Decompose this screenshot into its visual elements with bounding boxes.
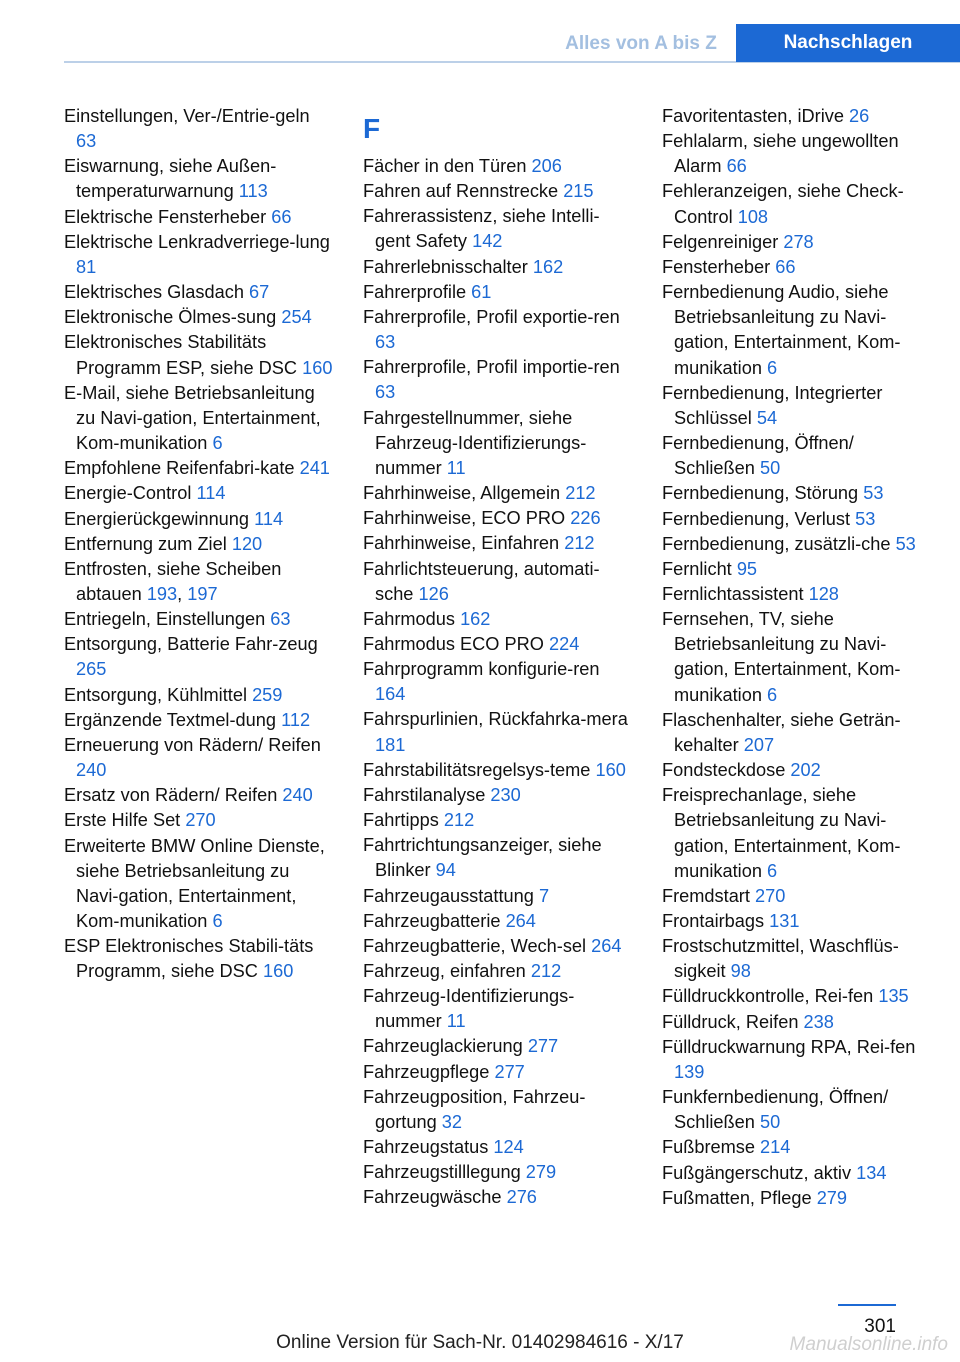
page-reference-link[interactable]: 224 <box>548 633 580 654</box>
index-entry <box>64 607 334 632</box>
index-entry-text: Fernbedienung, Öffnen/ Schließen <box>662 433 854 479</box>
index-entry <box>662 1085 932 1135</box>
page-reference-link[interactable]: 202 <box>790 760 821 781</box>
index-entry <box>662 230 932 255</box>
index-entry-text: Frontairbags <box>662 911 765 931</box>
index-entry <box>363 984 633 1034</box>
index-entry <box>64 934 334 984</box>
index-entry <box>64 330 334 380</box>
index-entry-text: Entsorgung, Kühlmittel <box>64 684 247 705</box>
index-entry-text: Freisprechanlage, siehe Betriebsanleitung zu Navi‐gation, Entertainment, Kom‐munikation <box>662 785 901 881</box>
index-entry-text: Einstellungen, Ver-/Entrie‐geln <box>64 106 310 126</box>
index-entry-text: Fahrspurlinien, Rückfahrka‐mera <box>363 709 628 730</box>
index-entry-text: Fahrerassistenz, siehe Intelli‐gent Safety <box>363 206 600 252</box>
index-entry-text: Fahrerprofile, Profil exportie‐ren <box>363 306 620 327</box>
section-title: Alles von A bis Z <box>565 33 717 54</box>
page-reference-link[interactable]: 278 <box>783 231 814 252</box>
index-entry <box>363 506 633 531</box>
index-entry-text: Fahrgestellnummer, siehe Fahrzeug-Identifizierungs‐nummer <box>363 407 587 478</box>
page-reference-link[interactable]: 193 <box>146 583 178 604</box>
index-entry <box>363 557 633 607</box>
page-reference-link[interactable]: 207 <box>743 734 775 755</box>
page-reference-link[interactable]: 95 <box>736 558 758 579</box>
footer-version: Online Version für Sach-Nr. 01402984616 - X/17 <box>276 1332 684 1353</box>
index-entry <box>662 507 932 532</box>
index-entry-text: Empfohlene Reifenfabri‐kate <box>64 458 295 479</box>
index-entry <box>64 305 334 330</box>
page-reference-link[interactable]: 160 <box>263 961 294 982</box>
index-entry-text: Elektrische Fensterheber <box>64 206 267 227</box>
page-reference-link[interactable]: 67 <box>249 282 270 303</box>
page-reference-link[interactable]: 238 <box>803 1011 834 1032</box>
index-entry-text: Fahrzeugstatus <box>363 1137 489 1158</box>
watermark: Manualsonline.info <box>789 1334 948 1355</box>
index-entry <box>662 280 932 381</box>
index-entry-text: Erweiterte BMW Online Dienste, siehe Betriebsanleitung zu Navi‐gation, Entertainment, Kom‐munikation <box>64 835 325 931</box>
index-entry-text: Erste Hilfe Set <box>64 810 181 831</box>
page-reference-link[interactable]: 126 <box>418 583 449 604</box>
index-entry <box>64 507 334 532</box>
page-reference-link[interactable]: 214 <box>760 1137 791 1158</box>
page-reference-link[interactable]: 279 <box>816 1187 848 1208</box>
index-entry <box>363 1034 633 1059</box>
index-entry <box>662 1135 932 1160</box>
index-entry <box>363 707 633 757</box>
index-entry <box>662 758 932 783</box>
page-reference-link[interactable]: 7 <box>538 885 550 906</box>
index-entry <box>363 1085 633 1135</box>
index-entry <box>363 531 633 556</box>
page-reference-link[interactable]: 162 <box>532 256 564 277</box>
index-entry-text: Entriegeln, Einstellungen <box>64 609 266 630</box>
page-reference-link[interactable]: 134 <box>856 1162 887 1183</box>
index-entry-text: Fahrstabilitätsregelsys‐teme <box>363 759 591 780</box>
index-entry-text: Fahrerlebnisschalter <box>363 256 528 277</box>
index-entry <box>363 808 633 833</box>
page-reference-link[interactable]: 160 <box>302 357 333 378</box>
index-entry-text: Entfernung zum Ziel <box>64 533 227 554</box>
index-entry <box>64 381 334 456</box>
index-entry <box>363 406 633 481</box>
index-entry-text: Fahren auf Rennstrecke <box>363 181 559 202</box>
index-entry <box>662 1010 932 1035</box>
index-entry-text: Fernbedienung, Störung <box>662 483 859 504</box>
index-entry-text: Felgenreiniger <box>662 231 779 252</box>
index-entry <box>363 934 633 959</box>
page-reference-link[interactable]: 128 <box>808 583 839 604</box>
page-reference-link[interactable]: 50 <box>759 1112 781 1133</box>
index-entry <box>363 758 633 783</box>
page-reference-link[interactable]: 6 <box>767 860 778 881</box>
index-entry-text: Elektrische Lenkradverriege‐lung <box>64 231 330 252</box>
page-reference-link[interactable]: 11 <box>446 457 466 478</box>
index-entry <box>363 959 633 984</box>
page-reference-link[interactable]: 63 <box>375 332 396 353</box>
chapter-tab: Nachschlagen <box>736 24 960 62</box>
page-reference-link[interactable]: 259 <box>252 684 283 705</box>
index-entry <box>64 154 334 204</box>
page-reference-link[interactable]: 114 <box>196 483 226 504</box>
page-reference-link[interactable]: 226 <box>570 508 601 529</box>
page-reference-link[interactable]: 120 <box>231 533 263 554</box>
index-entry-text: Fahrstilanalyse <box>363 784 486 805</box>
index-entry <box>363 909 633 934</box>
page-reference-link[interactable]: 6 <box>767 684 778 705</box>
index-entry <box>64 783 334 808</box>
page-reference-link[interactable]: 212 <box>530 961 562 981</box>
index-entry-text: Fahrerprofile <box>363 281 467 302</box>
index-entry <box>363 884 633 909</box>
index-entry <box>363 154 633 179</box>
page-reference-link[interactable]: 240 <box>282 785 313 806</box>
index-entry <box>363 657 633 707</box>
index-entry <box>662 607 932 708</box>
index-entry <box>363 355 633 405</box>
index-entry-text: Funkfernbedienung, Öffnen/ Schließen <box>662 1087 889 1133</box>
page-reference-link[interactable]: 212 <box>565 483 596 504</box>
page-reference-link[interactable]: 113 <box>238 181 268 202</box>
index-entry <box>662 557 932 582</box>
index-entry <box>662 179 932 229</box>
page-reference-link[interactable]: 50 <box>759 458 781 479</box>
index-entry-text: Fußgängerschutz, aktiv <box>662 1162 852 1183</box>
index-entry: Entfrosten, siehe Scheiben abtauen 193, 197 <box>64 558 282 604</box>
index-entry-text: Fächer in den Türen <box>363 156 527 176</box>
page-reference-link[interactable]: 94 <box>435 860 456 881</box>
index-entry <box>662 984 932 1009</box>
index-entry <box>662 909 932 934</box>
index-column-3 <box>662 104 932 1211</box>
page-reference-link[interactable]: 164 <box>375 684 406 705</box>
page-reference-link[interactable]: 276 <box>506 1187 537 1208</box>
page-reference-link[interactable]: 162 <box>460 608 491 629</box>
index-entry <box>64 708 334 733</box>
index-entry-text: Fahrzeug-Identifizierungs‐nummer <box>363 986 575 1032</box>
page-reference-link[interactable]: 181 <box>375 734 406 755</box>
index-entry-text: Fahrlichtsteuerung, automati‐sche <box>363 558 600 604</box>
index-entry-text: Fahrtrichtungsanzeiger, siehe Blinker <box>363 835 602 881</box>
page-reference-link[interactable]: 215 <box>563 181 594 202</box>
index-entry-text: Fremdstart <box>662 885 750 906</box>
page-reference-link[interactable]: 212 <box>443 810 475 831</box>
index-entry <box>363 305 633 355</box>
index-entry <box>662 481 932 506</box>
index-entry <box>662 1186 932 1211</box>
index-letter-heading: F <box>363 113 381 144</box>
index-entry-text: Fülldruckwarnung RPA, Rei‐fen <box>662 1036 916 1057</box>
page-number: 301 <box>864 1316 896 1337</box>
index-entry <box>662 783 932 884</box>
index-entry-text: Elektronisches Stabilitäts Programm ESP, siehe DSC <box>64 332 298 378</box>
page-reference-link[interactable]: 32 <box>441 1111 462 1132</box>
index-entry <box>662 1161 932 1186</box>
page-reference-link[interactable]: 66 <box>726 156 747 177</box>
index-entry-text: Fußmatten, Pflege <box>662 1187 812 1208</box>
index-entry <box>662 884 932 909</box>
index-entry <box>64 205 334 230</box>
index-entry <box>64 733 334 783</box>
index-entry <box>64 532 334 557</box>
page-reference-link[interactable]: 98 <box>730 961 751 982</box>
index-entry-text: Elektrisches Glasdach <box>64 282 244 303</box>
index-entry-text: Fernsehen, TV, siehe Betriebsanleitung zu Navi‐gation, Entertainment, Kom‐munikation <box>662 609 901 705</box>
index-entry-text: ESP Elektronisches Stabili‐täts Programm, siehe DSC <box>64 936 314 982</box>
index-entry <box>662 1035 932 1085</box>
index-entry-text: Fernbedienung Audio, siehe Betriebsanleitung zu Navi‐gation, Entertainment, Kom‐munikation <box>662 282 901 378</box>
index-entry <box>363 481 633 506</box>
index-entry-text: Fülldruck, Reifen <box>662 1011 799 1032</box>
index-entry <box>64 456 334 481</box>
page-reference-link[interactable]: 63 <box>375 382 396 403</box>
page-reference-link[interactable]: 265 <box>76 659 107 680</box>
index-entry-text: Fahrzeugausstattung <box>363 885 534 906</box>
index-entry-text: Fahrtipps <box>363 810 439 831</box>
page-reference-link[interactable]: 61 <box>471 281 492 302</box>
page-reference-link[interactable]: 212 <box>564 533 595 554</box>
index-entry-text: Fahrmodus <box>363 608 455 629</box>
index-entry <box>64 632 334 682</box>
index-entry-text: Entsorgung, Batterie Fahr‐zeug <box>64 634 318 655</box>
index-entry <box>363 607 633 632</box>
index-entry <box>363 255 633 280</box>
index-entry <box>363 632 633 657</box>
page-reference-link[interactable]: 230 <box>490 784 521 805</box>
page-reference-link[interactable]: 135 <box>878 986 909 1007</box>
page-reference-link[interactable]: 279 <box>525 1162 557 1183</box>
index-entry-text: Fernlicht <box>662 558 732 579</box>
index-entry-text: Fahrzeugbatterie <box>363 910 501 931</box>
index-entry <box>363 1185 633 1210</box>
index-entry-text: Elektronische Ölmes‐sung <box>64 307 277 328</box>
index-entry-text: Fensterheber <box>662 256 771 277</box>
index-entry <box>662 582 932 607</box>
index-entry-text: Fahrprogramm konfigurie‐ren <box>363 659 600 680</box>
index-entry <box>363 1060 633 1085</box>
index-entry-text: Fernbedienung, zusätzli‐che <box>662 533 891 554</box>
page-reference-link[interactable]: 54 <box>756 407 778 428</box>
index-entry-text: Eiswarnung, siehe Außen‐temperaturwarnung <box>64 156 277 202</box>
index-entry-text: Fahrmodus ECO PRO <box>363 633 544 654</box>
index-entry <box>64 683 334 708</box>
page-reference-link[interactable]: 270 <box>185 810 216 831</box>
index-entry-text: Fahrzeuglackierung <box>363 1036 523 1057</box>
page-reference-link[interactable]: 6 <box>212 433 223 454</box>
index-entry-text: Fondsteckdose <box>662 760 786 781</box>
page-reference-link[interactable]: 124 <box>493 1137 524 1158</box>
index-entry-text: Ersatz von Rädern/ Reifen <box>64 785 278 806</box>
page-reference-link[interactable]: 6 <box>212 911 223 931</box>
index-entry <box>64 808 334 833</box>
index-entry-text: Fahrzeugpflege <box>363 1061 490 1082</box>
page-reference-link[interactable]: 277 <box>527 1036 559 1057</box>
page-reference-link[interactable]: 160 <box>595 759 626 780</box>
index-entry <box>64 280 334 305</box>
index-entry <box>64 481 334 506</box>
index-entry-text: Energie-Control <box>64 483 192 504</box>
page-reference-link[interactable]: 53 <box>863 483 884 504</box>
index-entry-text: Fahrzeugposition, Fahrzeu‐gortung <box>363 1086 586 1132</box>
page-reference-link[interactable]: 53 <box>855 508 876 529</box>
page-number-rule <box>838 1304 896 1306</box>
index-entry-text: Ergänzende Textmel‐dung <box>64 709 276 730</box>
index-entry <box>662 104 932 129</box>
index-entry-text: Fahrzeug, einfahren <box>363 961 526 981</box>
page-reference-link[interactable]: 277 <box>494 1061 525 1082</box>
index-entry <box>363 204 633 254</box>
page-reference-link[interactable]: 26 <box>849 106 870 126</box>
index-column-1 <box>64 104 334 984</box>
index-column-2 <box>363 104 633 1211</box>
page-reference-link[interactable]: 114 <box>254 508 284 529</box>
index-entry-text: Fehleranzeigen, siehe Check-Control <box>662 181 904 227</box>
page-reference-link[interactable]: 66 <box>775 256 796 277</box>
page-reference-link[interactable]: 197 <box>187 583 218 604</box>
index-entry-text: Fahrhinweise, Allgemein <box>363 483 561 504</box>
page-reference-link[interactable]: 241 <box>299 458 330 479</box>
page-reference-link[interactable]: 63 <box>270 609 291 630</box>
index-entry-text: Entfrosten, siehe Scheiben abtauen <box>64 558 282 604</box>
index-entry <box>363 1160 633 1185</box>
page-reference-link[interactable]: 81 <box>76 256 97 277</box>
index-entry-text: Fernbedienung, Integrierter Schlüssel <box>662 382 883 428</box>
index-entry-text: E-Mail, siehe Betriebsanleitung zu Navi‐gation, Entertainment, Kom‐munikation <box>64 382 321 454</box>
index-entry <box>363 179 633 204</box>
page-reference-link[interactable]: 63 <box>76 131 97 152</box>
page-reference-link[interactable]: 108 <box>737 206 769 227</box>
index-entry <box>363 280 633 305</box>
index-entry-text: Energierückgewinnung <box>64 508 250 529</box>
page-reference-link[interactable]: 206 <box>531 156 562 176</box>
index-entry-text: Flaschenhalter, siehe Geträn‐kehalter <box>662 709 901 755</box>
index-entry-text: Fehlalarm, siehe ungewollten Alarm <box>662 131 899 177</box>
index-entry <box>64 104 334 154</box>
index-entry <box>64 834 334 935</box>
index-entry-text: Fußbremse <box>662 1137 755 1158</box>
index-entry-text: Fahrzeugstilllegung <box>363 1162 521 1183</box>
index-entry-text: Favoritentasten, iDrive <box>662 106 844 126</box>
page-reference-link[interactable]: 139 <box>674 1061 705 1082</box>
index-entry <box>662 934 932 984</box>
page-reference-link[interactable]: 240 <box>76 760 107 781</box>
page-reference-link[interactable]: 6 <box>767 357 778 378</box>
page-reference-link[interactable]: 254 <box>281 307 312 328</box>
index-entry <box>662 532 932 557</box>
page-reference-link[interactable]: 66 <box>271 206 292 227</box>
index-entry-text: Fahrhinweise, ECO PRO <box>363 508 566 529</box>
index-entry <box>662 255 932 280</box>
page-reference-link[interactable]: 142 <box>472 231 503 252</box>
index-entry-text: Fülldruckkontrolle, Rei‐fen <box>662 986 874 1007</box>
index-entry-text: Fahrzeugbatterie, Wech‐sel <box>363 935 587 956</box>
index-entry <box>662 129 932 179</box>
index-entry-text: Erneuerung von Rädern/ Reifen <box>64 734 321 755</box>
index-entry-text: Fernlichtassistent <box>662 583 804 604</box>
index-entry-text: Fahrzeugwäsche <box>363 1187 502 1208</box>
page-reference-link[interactable]: 270 <box>754 885 786 906</box>
index-entry-text: Fahrhinweise, Einfahren <box>363 533 560 554</box>
index-entry <box>662 708 932 758</box>
index-entry-text: Fernbedienung, Verlust <box>662 508 851 529</box>
index-entry <box>363 1135 633 1160</box>
page-reference-link[interactable]: 112 <box>281 709 311 730</box>
index-entry <box>363 783 633 808</box>
page-reference-link[interactable]: 11 <box>446 1011 466 1032</box>
index-entry <box>64 230 334 280</box>
index-entry <box>662 431 932 481</box>
page-reference-link[interactable]: 53 <box>895 533 916 554</box>
index-entry <box>662 381 932 431</box>
page-reference-link[interactable]: 131 <box>769 911 800 931</box>
index-entry-text: Frostschutzmittel, Waschflüs‐sigkeit <box>662 936 899 982</box>
index-entry <box>363 833 633 883</box>
page-reference-link[interactable]: 264 <box>591 935 622 956</box>
page-reference-link[interactable]: 264 <box>505 910 536 931</box>
index-entry-text: Fahrerprofile, Profil importie‐ren <box>363 357 620 378</box>
